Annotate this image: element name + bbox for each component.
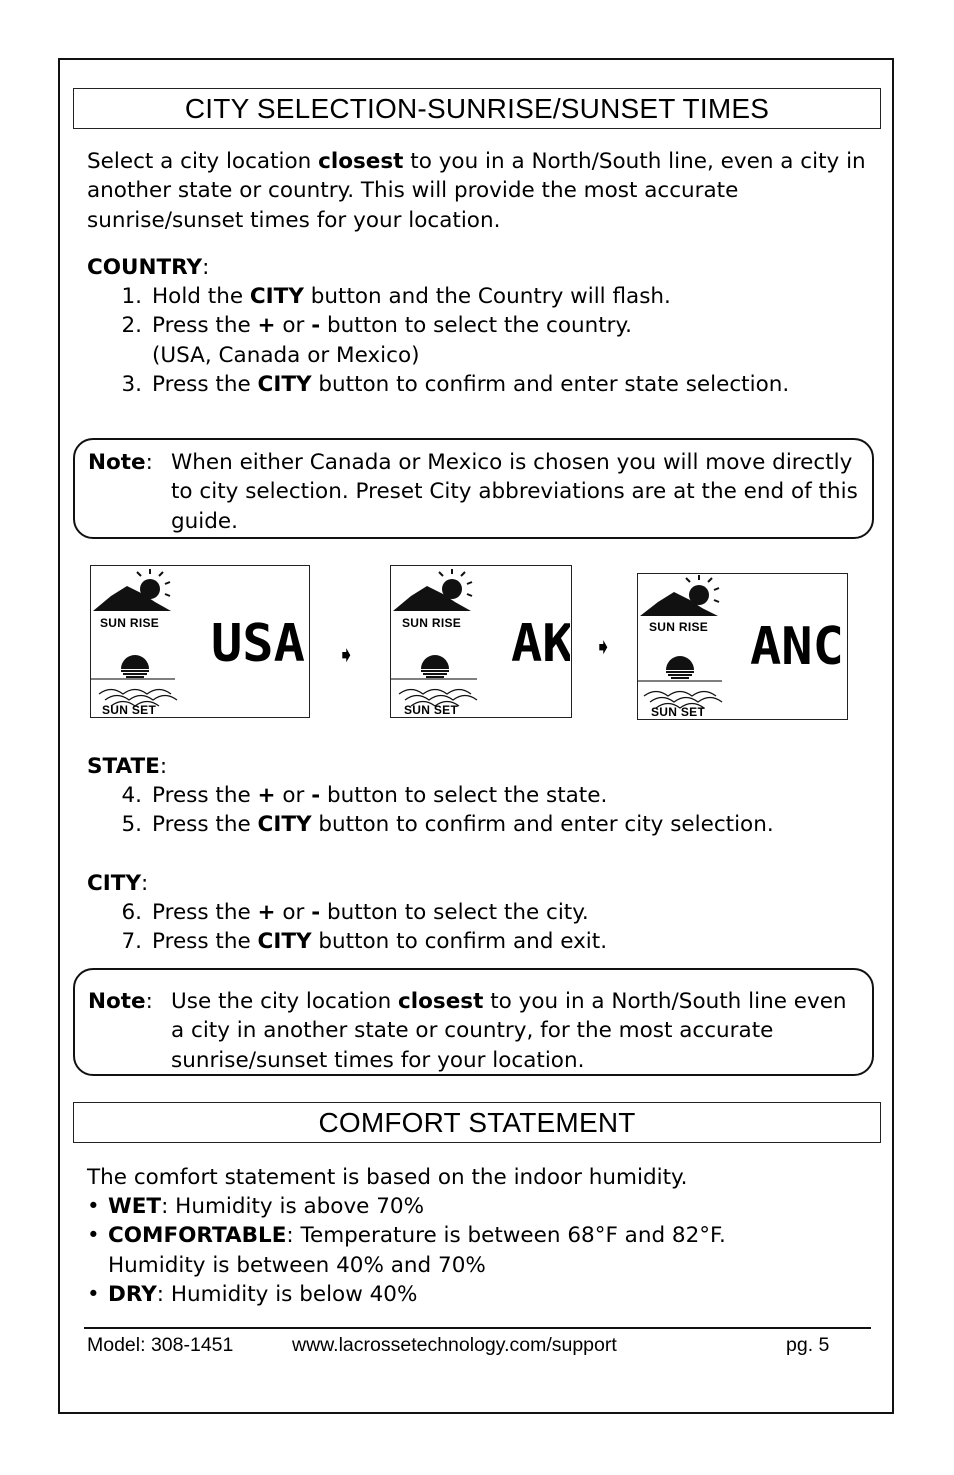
step-text: Press the CITY button to confirm and exit. (152, 929, 608, 955)
bullet-item (87, 1192, 827, 1221)
step-item (108, 311, 868, 370)
step-item (108, 810, 868, 839)
step-number: 3. (121, 371, 142, 397)
step-extra: (USA, Canada or Mexico) (152, 342, 420, 368)
note-city: Note: Use the city location closest to you in a North/South line even a city in another state or country, for the most accurate sunrise/sunset times for your location. (73, 968, 874, 1076)
bullet-text: DRY: Humidity is below 40% (108, 1281, 418, 1307)
sunset-icon (399, 655, 477, 706)
lcd-anc-graphic (638, 574, 846, 718)
sunset-label: SUN SET (102, 703, 157, 717)
lcd-code: AK (511, 614, 570, 674)
bullet-icon: • (87, 1281, 100, 1307)
step-item (108, 927, 868, 956)
comfort-bullets (87, 1192, 827, 1309)
step-number: 2. (121, 313, 142, 339)
arrow-right-icon: ➧ (594, 635, 613, 660)
sunrise-label: SUN RISE (649, 620, 709, 634)
sunrise-icon (393, 569, 472, 611)
bullet-icon: • (87, 1194, 100, 1219)
step-text: Press the + or - button to select the city. (152, 900, 589, 925)
sunset-icon (99, 655, 177, 706)
city-heading: CITY: (87, 871, 149, 896)
country-heading: COUNTRY: (87, 255, 210, 280)
step-number: 4. (121, 783, 142, 808)
country-steps (108, 282, 868, 399)
step-item (108, 898, 868, 927)
state-steps (108, 781, 868, 840)
city-intro: Select a city location closest to you in a North/South line, even a city in another state or country. This will provide the most accurate sunrise/sunset times for your location. (87, 149, 866, 233)
lcd-usa-graphic (91, 566, 308, 716)
footer-url: www.lacrossetechnology.com/support (292, 1334, 617, 1356)
lcd-ak-graphic (391, 566, 570, 716)
lcd-code: ANC (750, 617, 844, 677)
comfort-intro: The comfort statement is based on the indoor humidity. (87, 1165, 688, 1190)
step-text: Press the CITY button to confirm and enter city selection. (152, 812, 774, 838)
step-text: Press the CITY button to confirm and enter state selection. (152, 371, 790, 397)
note-country: Note: When either Canada or Mexico is chosen you will move directly to city selection. Preset City abbreviations are at the end of this guide. (73, 438, 874, 539)
step-item (108, 282, 868, 311)
sunrise-icon (640, 575, 719, 616)
footer-rule (84, 1327, 871, 1329)
comfort-section-title: COMFORT STATEMENT (73, 1102, 881, 1143)
note-text: Use the city location closest to you in a North/South line even a city in another state or country, for the most accurate sunrise/sunset times for your location. (171, 989, 847, 1073)
bullet-item (87, 1221, 827, 1280)
step-text: Press the + or - button to select the state. (152, 783, 608, 808)
city-steps (108, 898, 868, 957)
state-heading: STATE: (87, 754, 168, 779)
sunset-icon (644, 656, 722, 708)
bullet-text: WET: Humidity is above 70% (108, 1194, 425, 1219)
footer-page: pg. 5 (786, 1334, 830, 1356)
step-item (108, 370, 868, 399)
sunrise-label: SUN RISE (100, 616, 160, 630)
bullet-icon: • (87, 1223, 100, 1249)
sunrise-icon (93, 569, 171, 611)
step-number: 6. (121, 900, 142, 925)
step-number: 7. (121, 929, 142, 955)
step-number: 1. (121, 284, 142, 309)
bullet-text: COMFORTABLE: Temperature is between 68°F and 82°F. Humidity is between 40% and 70% (108, 1223, 726, 1278)
note-label: Note (88, 989, 146, 1014)
lcd-code: USA (211, 614, 305, 674)
step-text: Press the + or - button to select the country. (152, 313, 632, 339)
note-label: Note (88, 450, 146, 475)
step-item (108, 781, 868, 810)
footer-model: Model: 308-1451 (87, 1334, 234, 1356)
lcd-display-usa (90, 565, 310, 718)
sunrise-label: SUN RISE (402, 616, 462, 630)
note-text: When either Canada or Mexico is chosen you will move directly to city selection. Preset City abbreviations are at the end of this guide. (171, 450, 858, 534)
step-text: Hold the CITY button and the Country will flash. (152, 284, 671, 309)
step-number: 5. (121, 812, 142, 838)
lcd-display-ak (390, 565, 572, 718)
arrow-right-icon: ➧ (337, 643, 356, 668)
sunset-label: SUN SET (651, 705, 706, 719)
sunset-label: SUN SET (404, 703, 459, 717)
lcd-display-anc (637, 573, 848, 720)
bullet-item (87, 1280, 827, 1309)
city-section-title: CITY SELECTION-SUNRISE/SUNSET TIMES (73, 88, 881, 129)
